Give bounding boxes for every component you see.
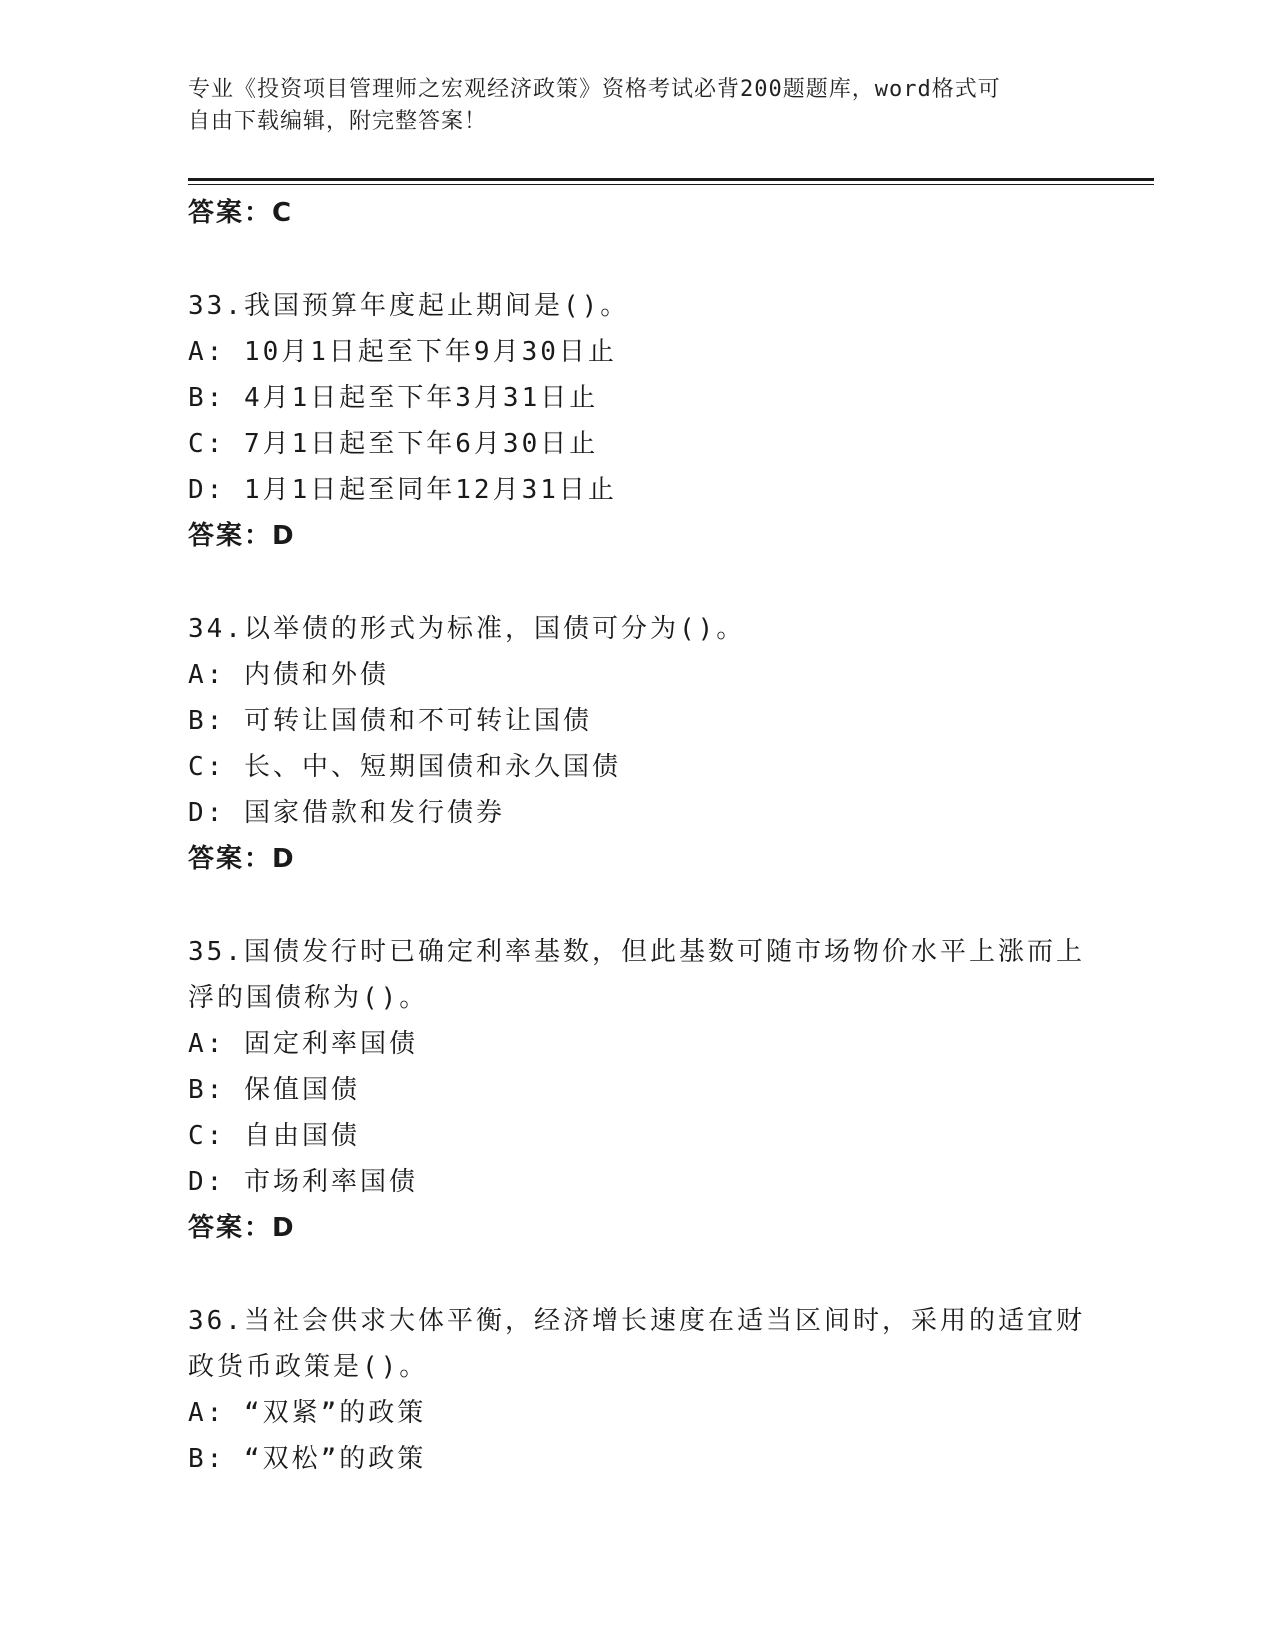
question-block <box>188 1298 1088 1482</box>
answer-line: 答案：D <box>188 1213 296 1243</box>
option-b: B: 保值国债 <box>188 1075 360 1105</box>
header-rule-thin <box>188 184 1154 185</box>
option-c: C: 长、中、短期国债和永久国债 <box>188 752 621 782</box>
option-c: C: 7月1日起至下年6月30日止 <box>188 429 599 459</box>
option-d: D: 1月1日起至同年12月31日止 <box>188 475 617 505</box>
option-a: A: 10月1日起至下年9月30日止 <box>188 337 617 367</box>
header-rule-thick <box>188 178 1154 181</box>
option-a: A: “双紧”的政策 <box>188 1398 427 1428</box>
question-block <box>188 606 1088 882</box>
question-text: 33.我国预算年度起止期间是()。 <box>188 291 630 321</box>
option-c: C: 自由国债 <box>188 1121 360 1151</box>
header-line-2: 自由下载编辑，附完整答案！ <box>188 109 488 134</box>
answer-line: 答案：D <box>188 521 296 551</box>
spacer <box>188 1251 1088 1298</box>
question-list <box>188 190 1088 1482</box>
question-text-continued: 浮的国债称为()。 <box>188 983 429 1013</box>
question-block <box>188 929 1088 1251</box>
question-text: 34.以举债的形式为标准，国债可分为()。 <box>188 614 746 644</box>
spacer <box>188 236 1088 283</box>
header-line-1: 专业《投资项目管理师之宏观经济政策》资格考试必背200题题库，word格式可 <box>188 77 1001 102</box>
option-a: A: 内债和外债 <box>188 660 389 690</box>
question-text: 36.当社会供求大体平衡，经济增长速度在适当区间时，采用的适宜财 <box>188 1306 1085 1336</box>
document-header <box>188 74 1068 138</box>
option-b: B: 可转让国债和不可转让国债 <box>188 706 592 736</box>
spacer <box>188 559 1088 606</box>
answer-line: 答案：C <box>188 198 294 228</box>
question-block <box>188 283 1088 559</box>
option-d: D: 国家借款和发行债券 <box>188 798 505 828</box>
option-b: B: “双松”的政策 <box>188 1444 427 1474</box>
option-d: D: 市场利率国债 <box>188 1167 418 1197</box>
option-a: A: 固定利率国债 <box>188 1029 418 1059</box>
option-b: B: 4月1日起至下年3月31日止 <box>188 383 599 413</box>
spacer <box>188 882 1088 929</box>
question-text: 35.国债发行时已确定利率基数，但此基数可随市场物价水平上涨而上 <box>188 937 1085 967</box>
answer-line: 答案：D <box>188 844 296 874</box>
question-text-continued: 政货币政策是()。 <box>188 1352 429 1382</box>
